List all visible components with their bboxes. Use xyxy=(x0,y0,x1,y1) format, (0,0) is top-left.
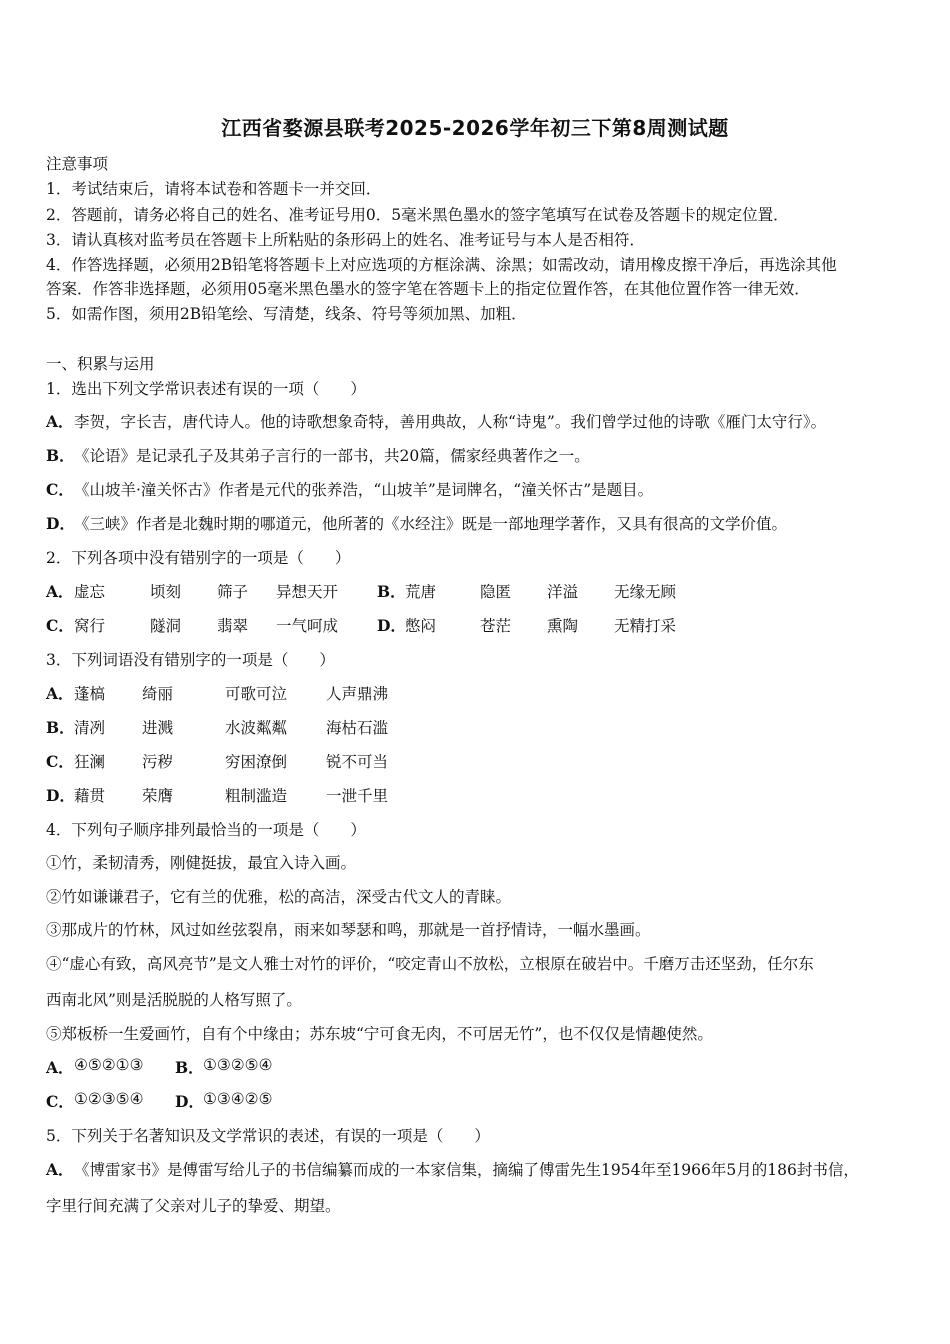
word: 清冽 xyxy=(74,719,106,737)
option-letter: A． xyxy=(46,1160,74,1179)
option-text-continued: 字里行间充满了父亲对儿子的挚爱、期望。 xyxy=(46,1197,341,1215)
sentence: ③那成片的竹林，风过如丝弦裂帛，雨来如琴瑟和鸣，那就是一首抒情诗，一幅水墨画。 xyxy=(46,921,651,939)
option-letter: D． xyxy=(377,616,406,635)
option-text: 《论语》是记录孔子及其弟子言行的一部书，共20篇，儒家经典著作之一。 xyxy=(74,447,590,465)
word: 窝行 xyxy=(74,617,106,635)
word: 水波粼粼 xyxy=(225,719,288,737)
option-letter: A． xyxy=(46,582,74,601)
notice-item: 1．考试结束后，请将本试卷和答题卡一并交回． xyxy=(46,180,382,198)
option-letter: D． xyxy=(175,1092,204,1111)
word: 异想天开 xyxy=(276,583,339,601)
option-text: 《山坡羊·潼关怀古》作者是元代的张养浩，“山坡羊”是词牌名，“潼关怀古”是题目。 xyxy=(74,481,654,499)
word: 锐不可当 xyxy=(326,753,389,771)
option-text: ①②③⑤④ xyxy=(74,1090,144,1108)
word: 人声鼎沸 xyxy=(326,685,389,703)
option-letter: A． xyxy=(46,412,74,431)
option-letter: C． xyxy=(46,616,74,635)
word: 一泄千里 xyxy=(326,787,389,805)
question-1-option-c xyxy=(46,478,653,500)
question-1-stem: 1．选出下列文学常识表述有误的一项（ ） xyxy=(46,380,366,398)
word: 可歌可泣 xyxy=(225,685,288,703)
option-text: 李贺，字长吉，唐代诗人。他的诗歌想象奇特，善用典故，人称“诗鬼”。我们曾学过他的诗歌《雁门太守行》。 xyxy=(74,413,827,431)
option-letter: B． xyxy=(46,718,75,737)
word: 无精打采 xyxy=(614,617,677,635)
option-letter: B． xyxy=(377,582,406,601)
word: 苍茫 xyxy=(480,617,512,635)
word: 藉贯 xyxy=(74,787,106,805)
option-letter: D． xyxy=(46,514,75,533)
question-3-stem: 3．下列词语没有错别字的一项是（ ） xyxy=(46,651,335,669)
word: 隧洞 xyxy=(150,617,182,635)
word: 隐匿 xyxy=(480,583,512,601)
option-letter: B． xyxy=(175,1058,204,1077)
word: 粗制滥造 xyxy=(225,787,288,805)
option-text: ①③②⑤④ xyxy=(203,1056,273,1074)
word: 洋溢 xyxy=(547,583,579,601)
question-1-option-d xyxy=(46,512,787,534)
word: 虚忘 xyxy=(74,583,106,601)
option-letter: C． xyxy=(46,480,74,499)
question-5-stem: 5．下列关于名著知识及文学常识的表述，有误的一项是（ ） xyxy=(46,1127,490,1145)
word: 筛子 xyxy=(217,583,249,601)
word: 蓬槁 xyxy=(74,685,106,703)
sentence: ②竹如谦谦君子，它有兰的优雅，松的高洁，深受古代文人的青睐。 xyxy=(46,888,512,906)
option-text: 《三峡》作者是北魏时期的哪道元，他所著的《水经注》既是一部地理学著作，又具有很高的文学价值。 xyxy=(74,515,788,533)
sentence: ④“虚心有致，高风亮节”是文人雅士对竹的评价，“咬定青山不放松，立根原在破岩中。千磨万击还坚劲，任尔东 xyxy=(46,955,814,973)
word: 憋闷 xyxy=(405,617,437,635)
notice-item: 2．答题前，请务必将自己的姓名、准考证号用0．5毫米黑色墨水的签字笔填写在试卷及答题卡的规定位置． xyxy=(46,206,789,224)
option-letter: C． xyxy=(46,1092,74,1111)
sentence: ⑤郑板桥一生爱画竹，自有个中缘由；苏东坡“宁可食无肉，不可居无竹”，也不仅仅是情趣使然。 xyxy=(46,1025,713,1043)
word: 进溅 xyxy=(142,719,174,737)
notice-item: 答案．作答非选择题，必须用05毫米黑色墨水的签字笔在答题卡上的指定位置作答，在其他位置作答一律无效． xyxy=(46,280,810,298)
sentence: ①竹，柔韧清秀，刚健挺拔，最宜入诗入画。 xyxy=(46,854,357,872)
word: 顷刻 xyxy=(150,583,182,601)
notice-item: 5．如需作图，须用2B铅笔绘、写清楚，线条、符号等须加黑、加粗． xyxy=(46,305,527,323)
word: 翡翠 xyxy=(217,617,249,635)
word: 污秽 xyxy=(142,753,174,771)
option-letter: C． xyxy=(46,752,74,771)
word: 一气呵成 xyxy=(276,617,339,635)
notice-item: 4．作答选择题，必须用2B铅笔将答题卡上对应选项的方框涂满、涂黑；如需改动，请用橡皮擦干净后，再选涂其他 xyxy=(46,256,837,274)
word: 熏陶 xyxy=(547,617,579,635)
option-letter: A． xyxy=(46,684,74,703)
option-letter: D． xyxy=(46,786,75,805)
word: 狂澜 xyxy=(74,753,106,771)
option-text: ④⑤②①③ xyxy=(74,1056,144,1074)
option-text: ①③④②⑤ xyxy=(203,1090,273,1108)
page-title: 江西省婺源县联考2025-2026学年初三下第8周测试题 xyxy=(221,116,729,140)
section-heading: 一、积累与运用 xyxy=(46,355,155,373)
word: 海枯石滥 xyxy=(326,719,389,737)
word: 绮丽 xyxy=(142,685,174,703)
question-1-option-b xyxy=(46,444,590,466)
question-4-stem: 4．下列句子顺序排列最恰当的一项是（ ） xyxy=(46,821,366,839)
option-letter: A． xyxy=(46,1058,74,1077)
word: 荒唐 xyxy=(405,583,437,601)
question-2-stem: 2．下列各项中没有错别字的一项是（ ） xyxy=(46,549,351,567)
option-text: 《博雷家书》是傅雷写给儿子的书信编纂而成的一本家信集，摘编了傅雷先生1954年至1966年5月的186封书信， xyxy=(74,1161,859,1179)
sentence: 西南北风”则是活脱脱的人格写照了。 xyxy=(46,991,302,1009)
notice-item: 3．请认真核对监考员在答题卡上所粘贴的条形码上的姓名、准考证号与本人是否相符． xyxy=(46,231,645,249)
word: 无缘无顾 xyxy=(614,583,677,601)
word: 荣膺 xyxy=(142,787,174,805)
option-letter: B． xyxy=(46,446,75,465)
word: 穷困潦倒 xyxy=(225,753,288,771)
question-1-option-a xyxy=(46,410,826,432)
notice-heading: 注意事项 xyxy=(46,155,109,173)
question-5-option-a xyxy=(46,1158,859,1180)
